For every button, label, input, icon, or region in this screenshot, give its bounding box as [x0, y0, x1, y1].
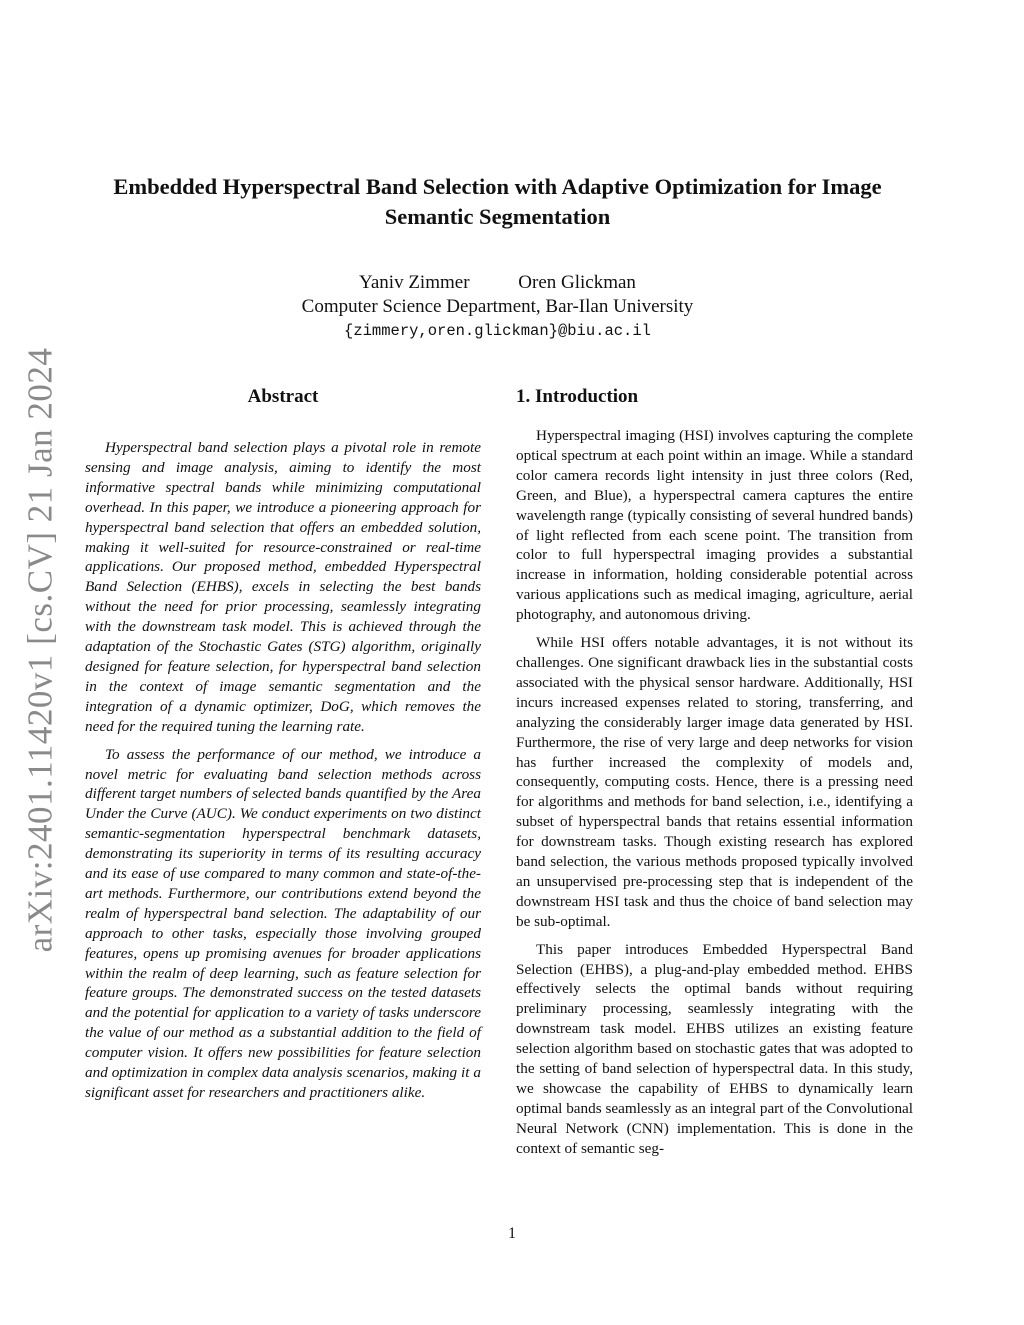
introduction-paragraph: Hyperspectral imaging (HSI) involves capturing the complete optical spectrum at each point within an image. While a standard color camera records light intensity in just three colors (Red, Green, and Blue), a hyperspectral camera captures the entire wavelength range (typically consisting of several hundred bands) of light reflected from each scene point. The transition from color to full hyperspectral imaging provides a substantial increase in information, holding considerable potential across various applications such as medical imaging, agriculture, aerial photography, and autonomous driving.	[516, 427, 913, 624]
abstract-paragraph: To assess the performance of our method, we introduce a novel metric for evaluating band selection methods across different target numbers of selected bands quantified by the Area Under the Curve (AUC). We conduct experiments on two distinct semantic-segmentation hyperspectral benchmark datasets, demonstrating its superiority in terms of its resulting accuracy and its ease of use compared to many common and state-of-the-art methods. Furthermore, our contributions extend beyond the realm of hyperspectral band selection. The adaptability of our approach to other tasks, especially those involving grouped features, opens up promising avenues for broader applications within the realm of deep learning, such as feature selection for feature groups. The demonstrated success on the tested datasets and the potential for application to a variety of tasks underscore the value of our method as a substantial addition to the field of computer vision. It offers new possibilities for feature selection and optimization in complex data analysis scenarios, making it a significant asset for researchers and practitioners alike.	[85, 745, 481, 1101]
page-number: 1	[508, 1225, 516, 1242]
author-name: Yaniv Zimmer	[359, 272, 470, 293]
paper-title: Embedded Hyperspectral Band Selection with Adaptive Optimization for Image Semantic Segmentation	[113, 174, 882, 229]
section-heading-introduction: 1. Introduction	[516, 386, 639, 407]
abstract-paragraph: Hyperspectral band selection plays a pivotal role in remote sensing and image analysis, aiming to identify the most informative spectral bands while minimizing computational overhead. In this paper, we introduce a pioneering approach for hyperspectral band selection that offers an embedded solution, making it well-suited for resource-constrained or real-time applications. Our proposed method, embedded Hyperspectral Band Selection (EHBS), excels in selecting the best bands without the need for prior processing, seamlessly integrating with the downstream task model. This is achieved through the adaptation of the Stochastic Gates (STG) algorithm, originally designed for feature selection, for hyperspectral band selection in the context of image semantic segmentation and the integration of a dynamic optimizer, DoG, which removes the need for the required tuning the learning rate.	[85, 439, 481, 735]
author-emails: {zimmery,oren.glickman}@biu.ac.il	[344, 322, 651, 340]
abstract-heading: Abstract	[247, 386, 319, 407]
introduction-paragraph: This paper introduces Embedded Hyperspectral Band Selection (EHBS), a plug-and-play embedded method. EHBS effectively selects the optimal bands without requiring preliminary processing, seamlessly integrating with the downstream task model. EHBS utilizes an existing feature selection algorithm based on stochastic gates that was adopted to the setting of band selection of hyperspectral data. In this study, we showcase the capability of EHBS to dynamically learn optimal bands seamlessly as an integral part of the Convolutional Neural Network (CNN) implementation. This is done in the context of semantic seg-	[516, 940, 913, 1157]
introduction-paragraph: While HSI offers notable advantages, it is not without its challenges. One significant drawback lies in the substantial costs associated with the physical sensor hardware. Additionally, HSI incurs increased expenses related to storing, transferring, and analyzing the considerably larger image data generated by HSI. Furthermore, the rise of very large and deep networks for vision has further increased the complexity of models and, consequently, computing costs. Hence, there is a pressing need for algorithms and methods for band selection, i.e., identifying a subset of hyperspectral bands that retains essential information for downstream tasks. Though existing research has explored band selection, the various methods proposed typically involved an unsupervised pre-processing step that is independent of the downstream HSI task and thus the choice of band selection may be sub-optimal.	[516, 634, 913, 930]
author-list	[80, 270, 915, 295]
right-column	[516, 384, 913, 1167]
arxiv-identifier: arXiv:2401.11420v1 [cs.CV] 21 Jan 2024	[20, 347, 60, 953]
author-name: Oren Glickman	[518, 272, 636, 293]
left-column	[85, 384, 481, 1111]
arxiv-side-stamp	[12, 347, 68, 953]
affiliation: Computer Science Department, Bar-Ilan University	[301, 296, 694, 317]
